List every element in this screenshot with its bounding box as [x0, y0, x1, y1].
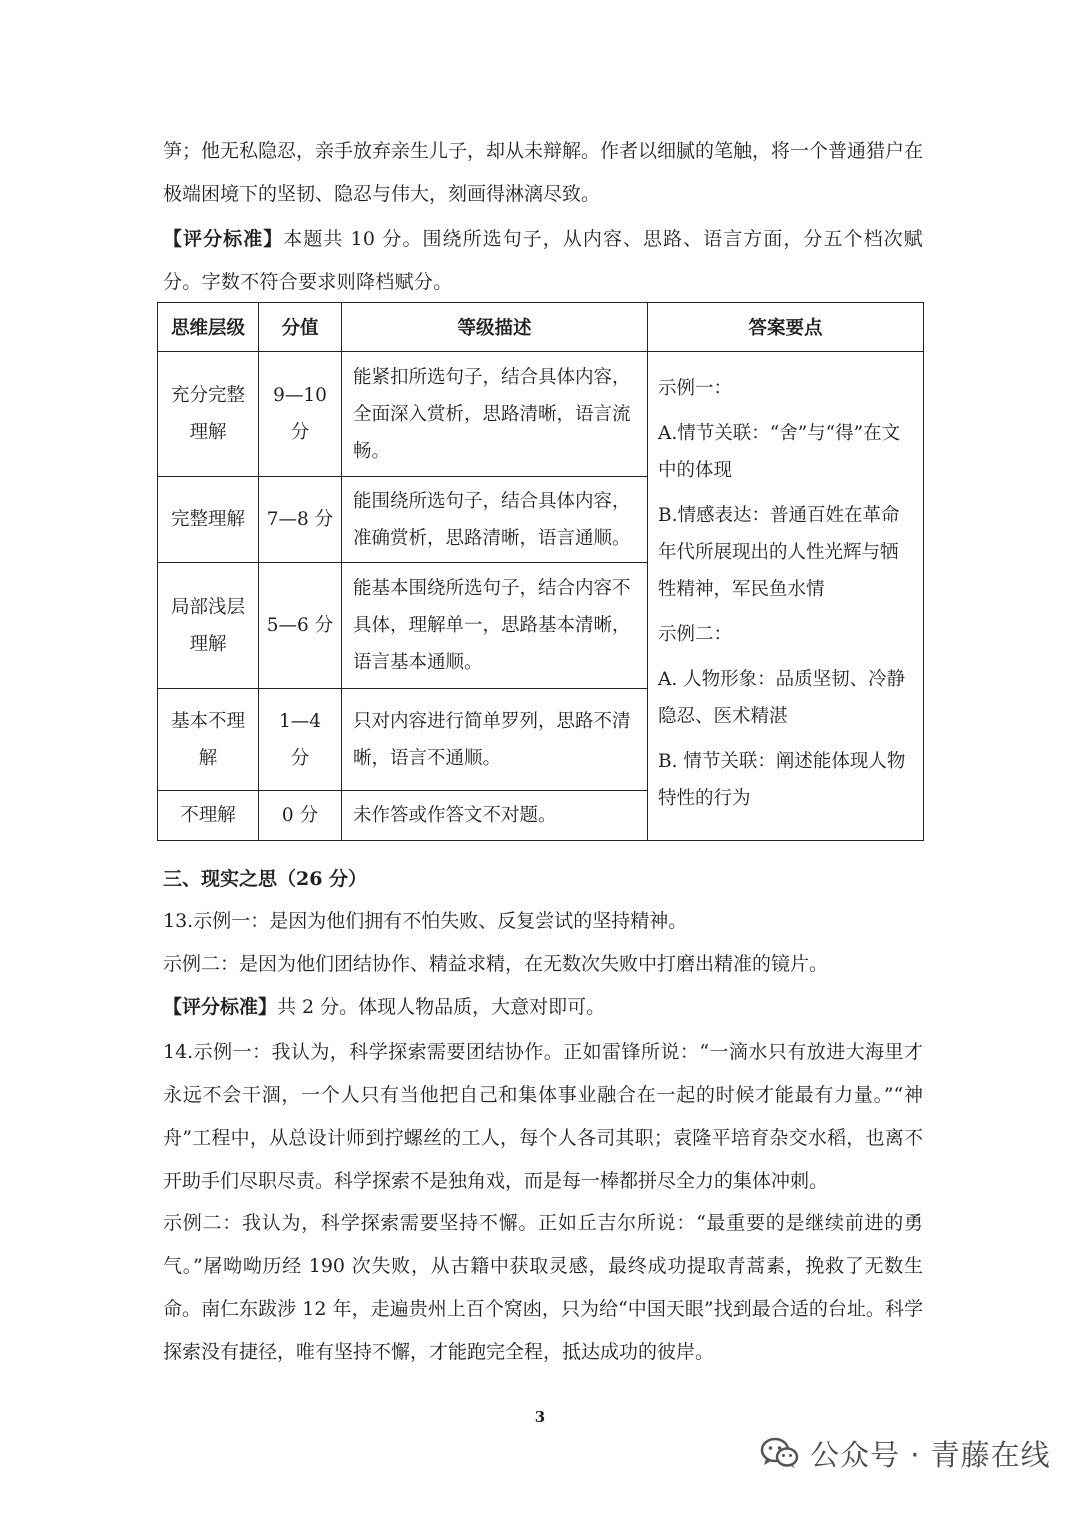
description-cell: 未作答或作答文不对题。 — [342, 791, 648, 841]
q13-example-1: 13.示例一：是因为他们拥有不怕失败、反复尝试的坚持精神。 — [163, 910, 688, 932]
answer-point-line: B.情感表达：普通百姓在革命年代所展现出的人性光辉与牺牲精神，军民鱼水情 — [658, 505, 900, 600]
level-cell: 局部浅层理解 — [158, 563, 259, 689]
header-description: 等级描述 — [342, 303, 648, 352]
scoring-criteria-paragraph — [163, 218, 923, 304]
scoring-criteria-tag: 【评分标准】 — [163, 228, 284, 250]
section-heading: 三、现实之思（26 分） — [163, 868, 368, 890]
table-row — [158, 352, 924, 477]
q13-criteria-text: 共 2 分。体现人物品质，大意对即可。 — [277, 996, 606, 1018]
score-cell: 5—6 分 — [259, 563, 342, 689]
wechat-icon — [760, 1436, 800, 1470]
description-cell: 能基本围绕所选句子，结合内容不具体，理解单一，思路基本清晰，语言基本通顺。 — [342, 563, 648, 689]
description-cell: 能围绕所选句子，结合具体内容，准确赏析，思路清晰，语言通顺。 — [342, 477, 648, 563]
q13-answer — [163, 900, 923, 1029]
score-cell: 1—4分 — [259, 689, 342, 791]
answer-point-line: B. 情节关联：阐述能体现人物特性的行为 — [658, 751, 906, 809]
level-cell: 基本不理解 — [158, 689, 259, 791]
scoring-criteria-text: 本题共 10 分。围绕所选句子，从内容、思路、语言方面，分五个档次赋分。字数不符合要求则降档赋分。 — [163, 228, 923, 293]
score-cell: 9—10分 — [259, 352, 342, 477]
intro-paragraph — [163, 130, 923, 216]
level-cell: 充分完整理解 — [158, 352, 259, 477]
q14-example-2: 示例二：我认为，科学探索需要坚持不懈。正如丘吉尔所说：“最重要的是继续前进的勇气。”屠呦呦历经 190 次失败，从古籍中获取灵感，最终成功提取青蒿素，挽救了无数生命。南仁东跋涉 12 年，走遍贵州上百个窝凼，只为给“中国天眼”找到最合适的台址。科学探索没有捷径，唯有坚持不懈，才能跑完全程，抵达成功的彼岸。 — [163, 1212, 923, 1363]
answer-point-line: A. 人物形象：品质坚韧、冷静隐忍、医术精湛 — [658, 669, 906, 727]
header-score: 分值 — [259, 303, 342, 352]
intro-line-1: 笋；他无私隐忍，亲手放弃亲生儿子，却从未辩解。作者以细腻的笔触，将一个普通猎户在 — [163, 140, 924, 162]
rubric-table — [157, 302, 924, 841]
answer-point-line: 示例二： — [658, 624, 733, 645]
q13-criteria-tag: 【评分标准】 — [163, 996, 278, 1018]
level-cell: 完整理解 — [158, 477, 259, 563]
table-header-row — [158, 303, 924, 352]
watermark — [760, 1430, 1051, 1476]
answer-points-cell — [648, 352, 924, 841]
answer-point-line: A.情节关联：“舍”与“得”在文中的体现 — [658, 423, 901, 481]
watermark-text: 公众号 · 青藤在线 — [810, 1437, 1051, 1472]
score-cell: 0 分 — [259, 791, 342, 841]
score-cell: 7—8 分 — [259, 477, 342, 563]
header-answer-points: 答案要点 — [648, 303, 924, 352]
q13-example-2: 示例二：是因为他们团结协作、精益求精，在无数次失败中打磨出精准的镜片。 — [163, 953, 829, 975]
answer-point-line: 示例一： — [658, 378, 733, 399]
intro-line-2: 极端困境下的坚韧、隐忍与伟大，刻画得淋漓尽致。 — [163, 183, 601, 205]
description-cell: 只对内容进行简单罗列，思路不清晰，语言不通顺。 — [342, 689, 648, 791]
header-level: 思维层级 — [158, 303, 259, 352]
level-cell: 不理解 — [158, 791, 259, 841]
description-cell: 能紧扣所选句子，结合具体内容，全面深入赏析，思路清晰，语言流畅。 — [342, 352, 648, 477]
q14-example-1: 14.示例一：我认为，科学探索需要团结协作。正如雷锋所说：“一滴水只有放进大海里才永远不会干涸，一个人只有当他把自己和集体事业融合在一起的时候才能最有力量。”“神舟”工程中，从总设计师到拧螺丝的工人，每个人各司其职；袁隆平培育杂交水稻，也离不开助手们尽职尽责。科学探索不是独角戏，而是每一棒都拼尽全力的集体冲刺。 — [163, 1041, 923, 1192]
page-number: 3 — [534, 1408, 546, 1426]
